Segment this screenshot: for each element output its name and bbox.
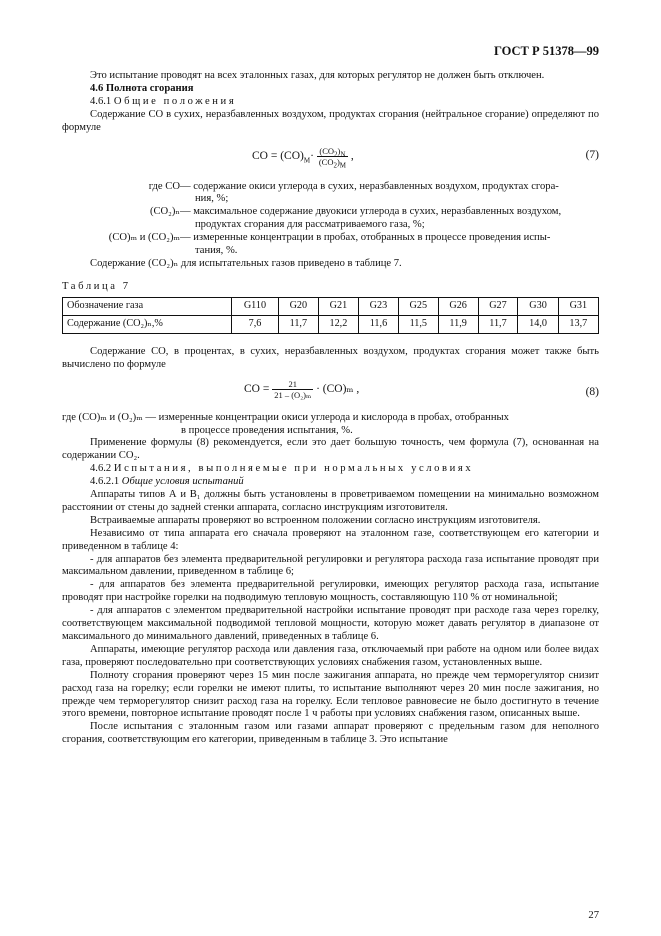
definition-item: где СО — содержание окиси углерода в сухих, неразбавленных воздухом, продуктах сгора- ния, %; bbox=[148, 180, 559, 205]
section-4-6-2-1-number: 4.6.2.1 bbox=[90, 476, 120, 488]
list-item: - для аппаратов без элемента предварительной регулировки, имеющих регулятор расхода газа, испытание проводят при настройке горелки на подводимую тепловую мощность, составляющую 110 % от номинальной; bbox=[62, 579, 599, 604]
table-cell: 13,7 bbox=[558, 315, 598, 333]
table-cell: 7,6 bbox=[232, 315, 279, 333]
table-cell: G25 bbox=[398, 297, 438, 315]
table-row bbox=[63, 297, 599, 315]
formula-8 bbox=[62, 376, 599, 410]
list-item: - для аппаратов с элементом предварительной настройки испытание проводят при расходе газа через горелку, соответствующем максимальной подводимой тепловой мощности, которую может давать регулятор в диапазоне от максимального до минимального давлений, приведенных в таблице 6. bbox=[62, 605, 599, 642]
section-4-6-1-heading bbox=[62, 96, 599, 109]
paragraph: После испытания с эталонным газом или газами аппарат проверяют с предельным газом для неполного сгорания, соответствующим его категории, приведенным в таблице 3. Это испытание bbox=[62, 721, 599, 746]
paragraph: Аппараты типов А и В₁ должны быть установлены в проветриваемом помещении на минимально возможном расстоянии от стены до задней стенки аппарата, согласно инструкциям изготовителя. bbox=[62, 489, 599, 513]
table-cell: Обозначение газа bbox=[63, 297, 232, 315]
standard-header: ГОСТ Р 51378—99 bbox=[493, 44, 599, 58]
table-7-reference: Содержание (СО₂)ₙ для испытательных газов приведено в таблице 7. bbox=[90, 257, 402, 269]
formula-7-definitions bbox=[62, 181, 599, 258]
list-item: - для аппаратов без элемента предварительной регулировки и регулятора расхода газа испытание проводят при максимальном давлении, приведенном в таблице 6; bbox=[62, 553, 599, 578]
table-cell: G110 bbox=[232, 297, 279, 315]
formula-8-definition-cont: в процессе проведения испытания, %. bbox=[181, 424, 353, 436]
formula-7-number: (7) bbox=[585, 148, 599, 161]
table-row bbox=[63, 315, 599, 333]
table-cell: 11,9 bbox=[438, 315, 478, 333]
formula-7 bbox=[62, 139, 599, 173]
section-4-6-2-1-heading bbox=[62, 476, 599, 489]
paragraph: Аппараты, имеющие регулятор расхода или давления газа, отключаемый при работе на одном или более видах газа, проверяют последовательно при соответствующих условиях снабжения газом, установленных выше. bbox=[62, 643, 599, 668]
definition-item: (СО)ₘ и (СО₂)ₘ — измеренные концентрации в пробах, отобранных в процессе проведения испы- тания, %. bbox=[108, 232, 551, 257]
formula-8-expression: СО = $\frac{21}{\text{21 – (O₂)ₘ}}$ · (СО)ₘ , bbox=[244, 378, 360, 400]
table-cell: G23 bbox=[359, 297, 399, 315]
section-4-6-2-1-title: Общие условия испытаний bbox=[121, 476, 244, 488]
formula-7-intro: Содержание СО в сухих, неразбавленных воздухом, продуктах сгорания (нейтральное сгорание) определяют по формуле bbox=[62, 108, 599, 133]
formula-8-definition: где (СО)ₘ и (O₂)ₘ — измеренные концентрации окиси углерода и кислорода в пробах, отобранных bbox=[62, 411, 509, 423]
table-cell: 11,5 bbox=[398, 315, 438, 333]
table-7-caption: Таблица 7 bbox=[62, 280, 131, 292]
table-cell: G31 bbox=[558, 297, 598, 315]
table-cell: 11,7 bbox=[478, 315, 518, 333]
section-4-6-heading: 4.6 Полнота сгорания bbox=[90, 82, 194, 94]
table-cell: G21 bbox=[318, 297, 358, 315]
table-7 bbox=[62, 297, 599, 334]
formula-8-number: (8) bbox=[585, 385, 599, 398]
formula-7-expression: СО = $(СО)_М\cdot$ $\frac{(СО_2)_N}{(СО_2)_М}$ , bbox=[252, 145, 354, 170]
paragraph: Встраиваемые аппараты проверяют во встроенном положении согласно инструкциям изготовителя. bbox=[90, 514, 541, 526]
formula-8-recommendation: Применение формулы (8) рекомендуется, если это дает большую точность, чем формула (7), основанная на содержании СО₂. bbox=[62, 437, 599, 462]
section-4-6-1-number: 4.6.1 bbox=[90, 95, 112, 107]
table-cell: Содержание (СО₂)ₙ,% bbox=[63, 315, 232, 333]
section-4-6-2-title: Испытания, выполняемые при нормальных условиях bbox=[113, 463, 474, 475]
definition-item: (СО₂)ₙ — максимальное содержание двуокиси углерода в сухих, неразбавленных воздухом, продуктах сгорания для рассматриваемого газа, %; bbox=[149, 206, 562, 231]
document-body bbox=[62, 70, 599, 747]
paragraph: Независимо от типа аппарата его сначала проверяют на эталонном газе, соответствующем его категории и приведенном в таблице 4: bbox=[62, 527, 599, 552]
formula-7-fraction: $\frac{(СО_2)_N}{(СО_2)_М}$ bbox=[318, 145, 347, 170]
page-number: 27 bbox=[588, 910, 599, 921]
table-cell: 12,2 bbox=[318, 315, 358, 333]
table-cell: 11,7 bbox=[278, 315, 318, 333]
formula-8-fraction: $\frac{21}{\text{21 – (O₂)ₘ}}$ bbox=[274, 378, 312, 400]
formula-8-intro: Содержание СО, в процентах, в сухих, неразбавленных воздухом, продуктах сгорания может также быть вычислено по формуле bbox=[62, 345, 599, 370]
paragraph: Полноту сгорания проверяют через 15 мин после зажигания аппарата, но прежде чем терморегулятор снизит расход газа на горелку; если горелки не имеют плиты, то испытание выполняют через 20 мин после зажигания, но прежде чем терморегулятор снизит расход газа на горелку. Если тепловое равновесие не было достигнуто в течение этого времени, повторное испытание проводят после 1 ч работы при условиях снабжения газом, описанных выше. bbox=[62, 669, 599, 720]
table-cell: G26 bbox=[438, 297, 478, 315]
section-4-6-2-heading bbox=[62, 463, 599, 476]
table-cell: 14,0 bbox=[518, 315, 558, 333]
table-cell: 11,6 bbox=[359, 315, 399, 333]
section-4-6-1-title: Общие положения bbox=[113, 95, 237, 107]
intro-paragraph: Это испытание проводят на всех эталонных газах, для которых регулятор не должен быть отключен. bbox=[90, 70, 545, 81]
table-cell: G20 bbox=[278, 297, 318, 315]
table-cell: G30 bbox=[518, 297, 558, 315]
section-4-6-2-number: 4.6.2 bbox=[90, 463, 112, 475]
table-cell: G27 bbox=[478, 297, 518, 315]
